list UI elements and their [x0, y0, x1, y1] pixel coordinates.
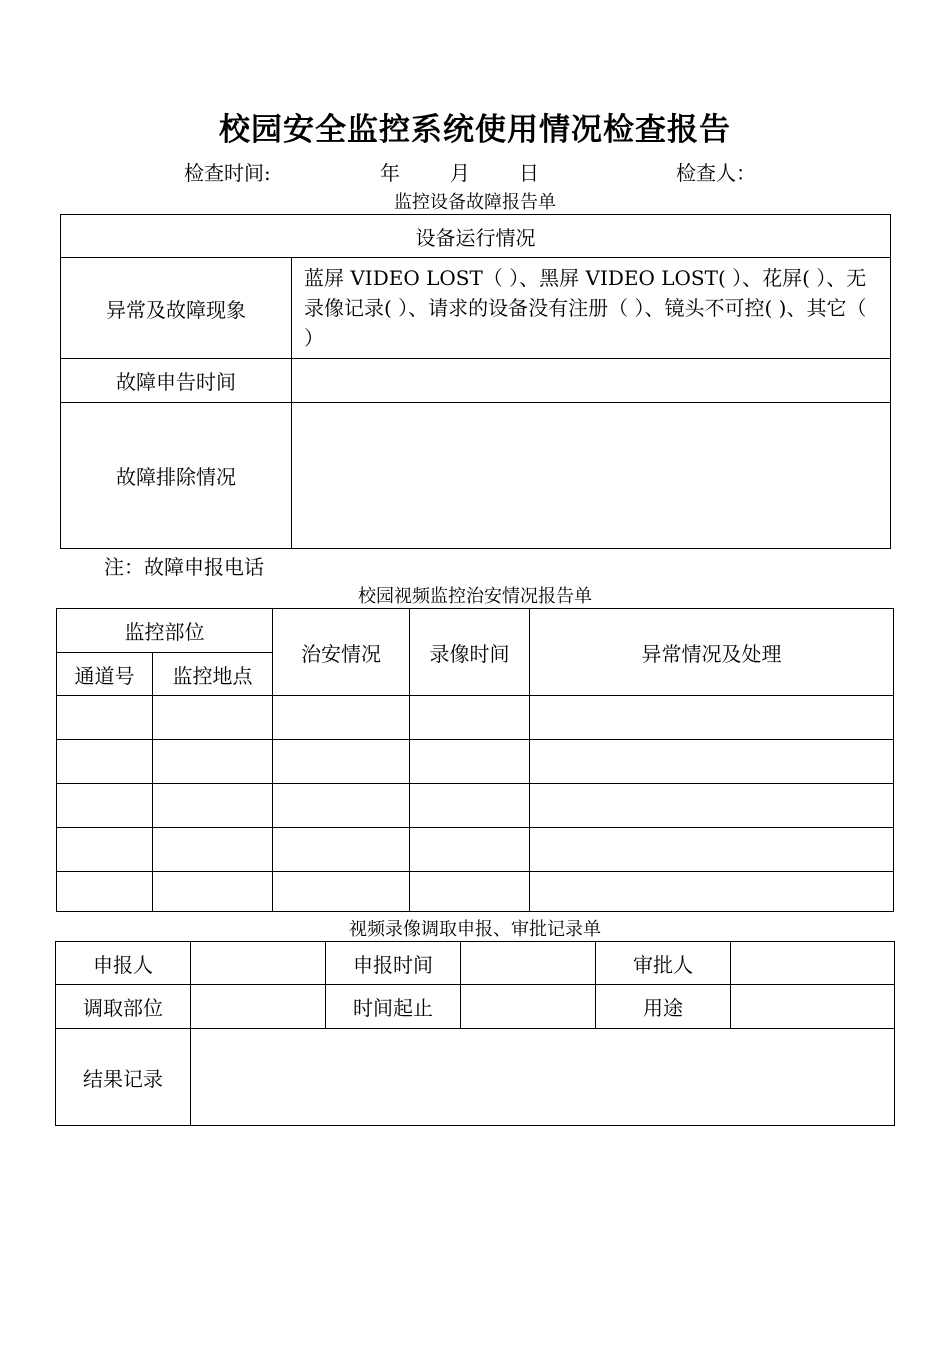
page-title: 校园安全监控系统使用情况检查报告: [219, 112, 731, 148]
video-request-table: [55, 941, 895, 1126]
table-cell[interactable]: [273, 828, 410, 872]
day-label: 日: [519, 161, 539, 185]
result-record-field[interactable]: [191, 1029, 895, 1126]
fault-resolution-label: 故障排除情况: [61, 403, 292, 549]
purpose-field[interactable]: [731, 985, 895, 1029]
table-row: [57, 828, 894, 872]
check-time-label: 检查时间:: [184, 161, 271, 185]
time-range-field[interactable]: [461, 985, 596, 1029]
monitor-location-header: 监控地点: [153, 653, 273, 696]
table-row: [57, 740, 894, 784]
table-cell[interactable]: [273, 740, 410, 784]
fault-resolution-field[interactable]: [292, 403, 891, 549]
record-time-header: 录像时间: [410, 609, 530, 696]
table-cell[interactable]: [530, 740, 894, 784]
fault-report-caption: 监控设备故障报告单: [394, 192, 556, 213]
table-cell[interactable]: [57, 784, 153, 828]
table-cell[interactable]: [57, 740, 153, 784]
device-status-header: 设备运行情况: [61, 215, 891, 258]
table-cell[interactable]: [530, 784, 894, 828]
table-cell[interactable]: [153, 828, 273, 872]
table-row: [57, 872, 894, 912]
table-cell[interactable]: [153, 784, 273, 828]
video-request-caption: 视频录像调取申报、审批记录单: [349, 919, 601, 940]
retrieval-dept-field[interactable]: [191, 985, 326, 1029]
table-cell[interactable]: [410, 872, 530, 912]
table-cell[interactable]: [153, 696, 273, 740]
purpose-label: 用途: [596, 985, 731, 1029]
table-cell[interactable]: [410, 784, 530, 828]
fault-report-time-label: 故障申告时间: [61, 359, 292, 403]
apply-time-field[interactable]: [461, 942, 596, 985]
abnormal-handling-header: 异常情况及处理: [530, 609, 894, 696]
table-cell[interactable]: [530, 872, 894, 912]
table-cell[interactable]: [57, 696, 153, 740]
table-cell[interactable]: [57, 828, 153, 872]
table-cell[interactable]: [530, 696, 894, 740]
channel-number-header: 通道号: [57, 653, 153, 696]
table-cell[interactable]: [410, 696, 530, 740]
security-report-table: [56, 608, 894, 912]
table-row: [57, 784, 894, 828]
security-report-caption: 校园视频监控治安情况报告单: [358, 586, 592, 607]
retrieval-dept-label: 调取部位: [56, 985, 191, 1029]
applicant-field[interactable]: [191, 942, 326, 985]
time-range-label: 时间起止: [326, 985, 461, 1029]
fault-symptom-value[interactable]: 蓝屏 VIDEO LOST（ ）、黑屏 VIDEO LOST( ）、花屏( ）、无录像记录( ）、请求的设备没有注册（ ）、镜头不可控( )、其它（ ）: [292, 258, 891, 359]
table-cell[interactable]: [153, 740, 273, 784]
monitor-position-header: 监控部位: [57, 609, 273, 653]
approver-field[interactable]: [731, 942, 895, 985]
table-cell[interactable]: [273, 696, 410, 740]
table-cell[interactable]: [530, 828, 894, 872]
fault-symptom-label: 异常及故障现象: [61, 258, 292, 359]
table-cell[interactable]: [57, 872, 153, 912]
table-cell[interactable]: [273, 784, 410, 828]
year-label: 年: [380, 161, 400, 185]
table-cell[interactable]: [153, 872, 273, 912]
month-label: 月: [450, 161, 470, 185]
security-status-header: 治安情况: [273, 609, 410, 696]
result-record-label: 结果记录: [56, 1029, 191, 1126]
applicant-label: 申报人: [56, 942, 191, 985]
fault-report-table: [60, 214, 891, 549]
apply-time-label: 申报时间: [326, 942, 461, 985]
table-cell[interactable]: [410, 828, 530, 872]
fault-hotline-note: 注：故障申报电话: [104, 555, 264, 579]
table-row: [57, 696, 894, 740]
inspector-label: 检查人：: [676, 161, 756, 185]
table-cell[interactable]: [273, 872, 410, 912]
table-cell[interactable]: [410, 740, 530, 784]
fault-report-time-field[interactable]: [292, 359, 891, 403]
approver-label: 审批人: [596, 942, 731, 985]
